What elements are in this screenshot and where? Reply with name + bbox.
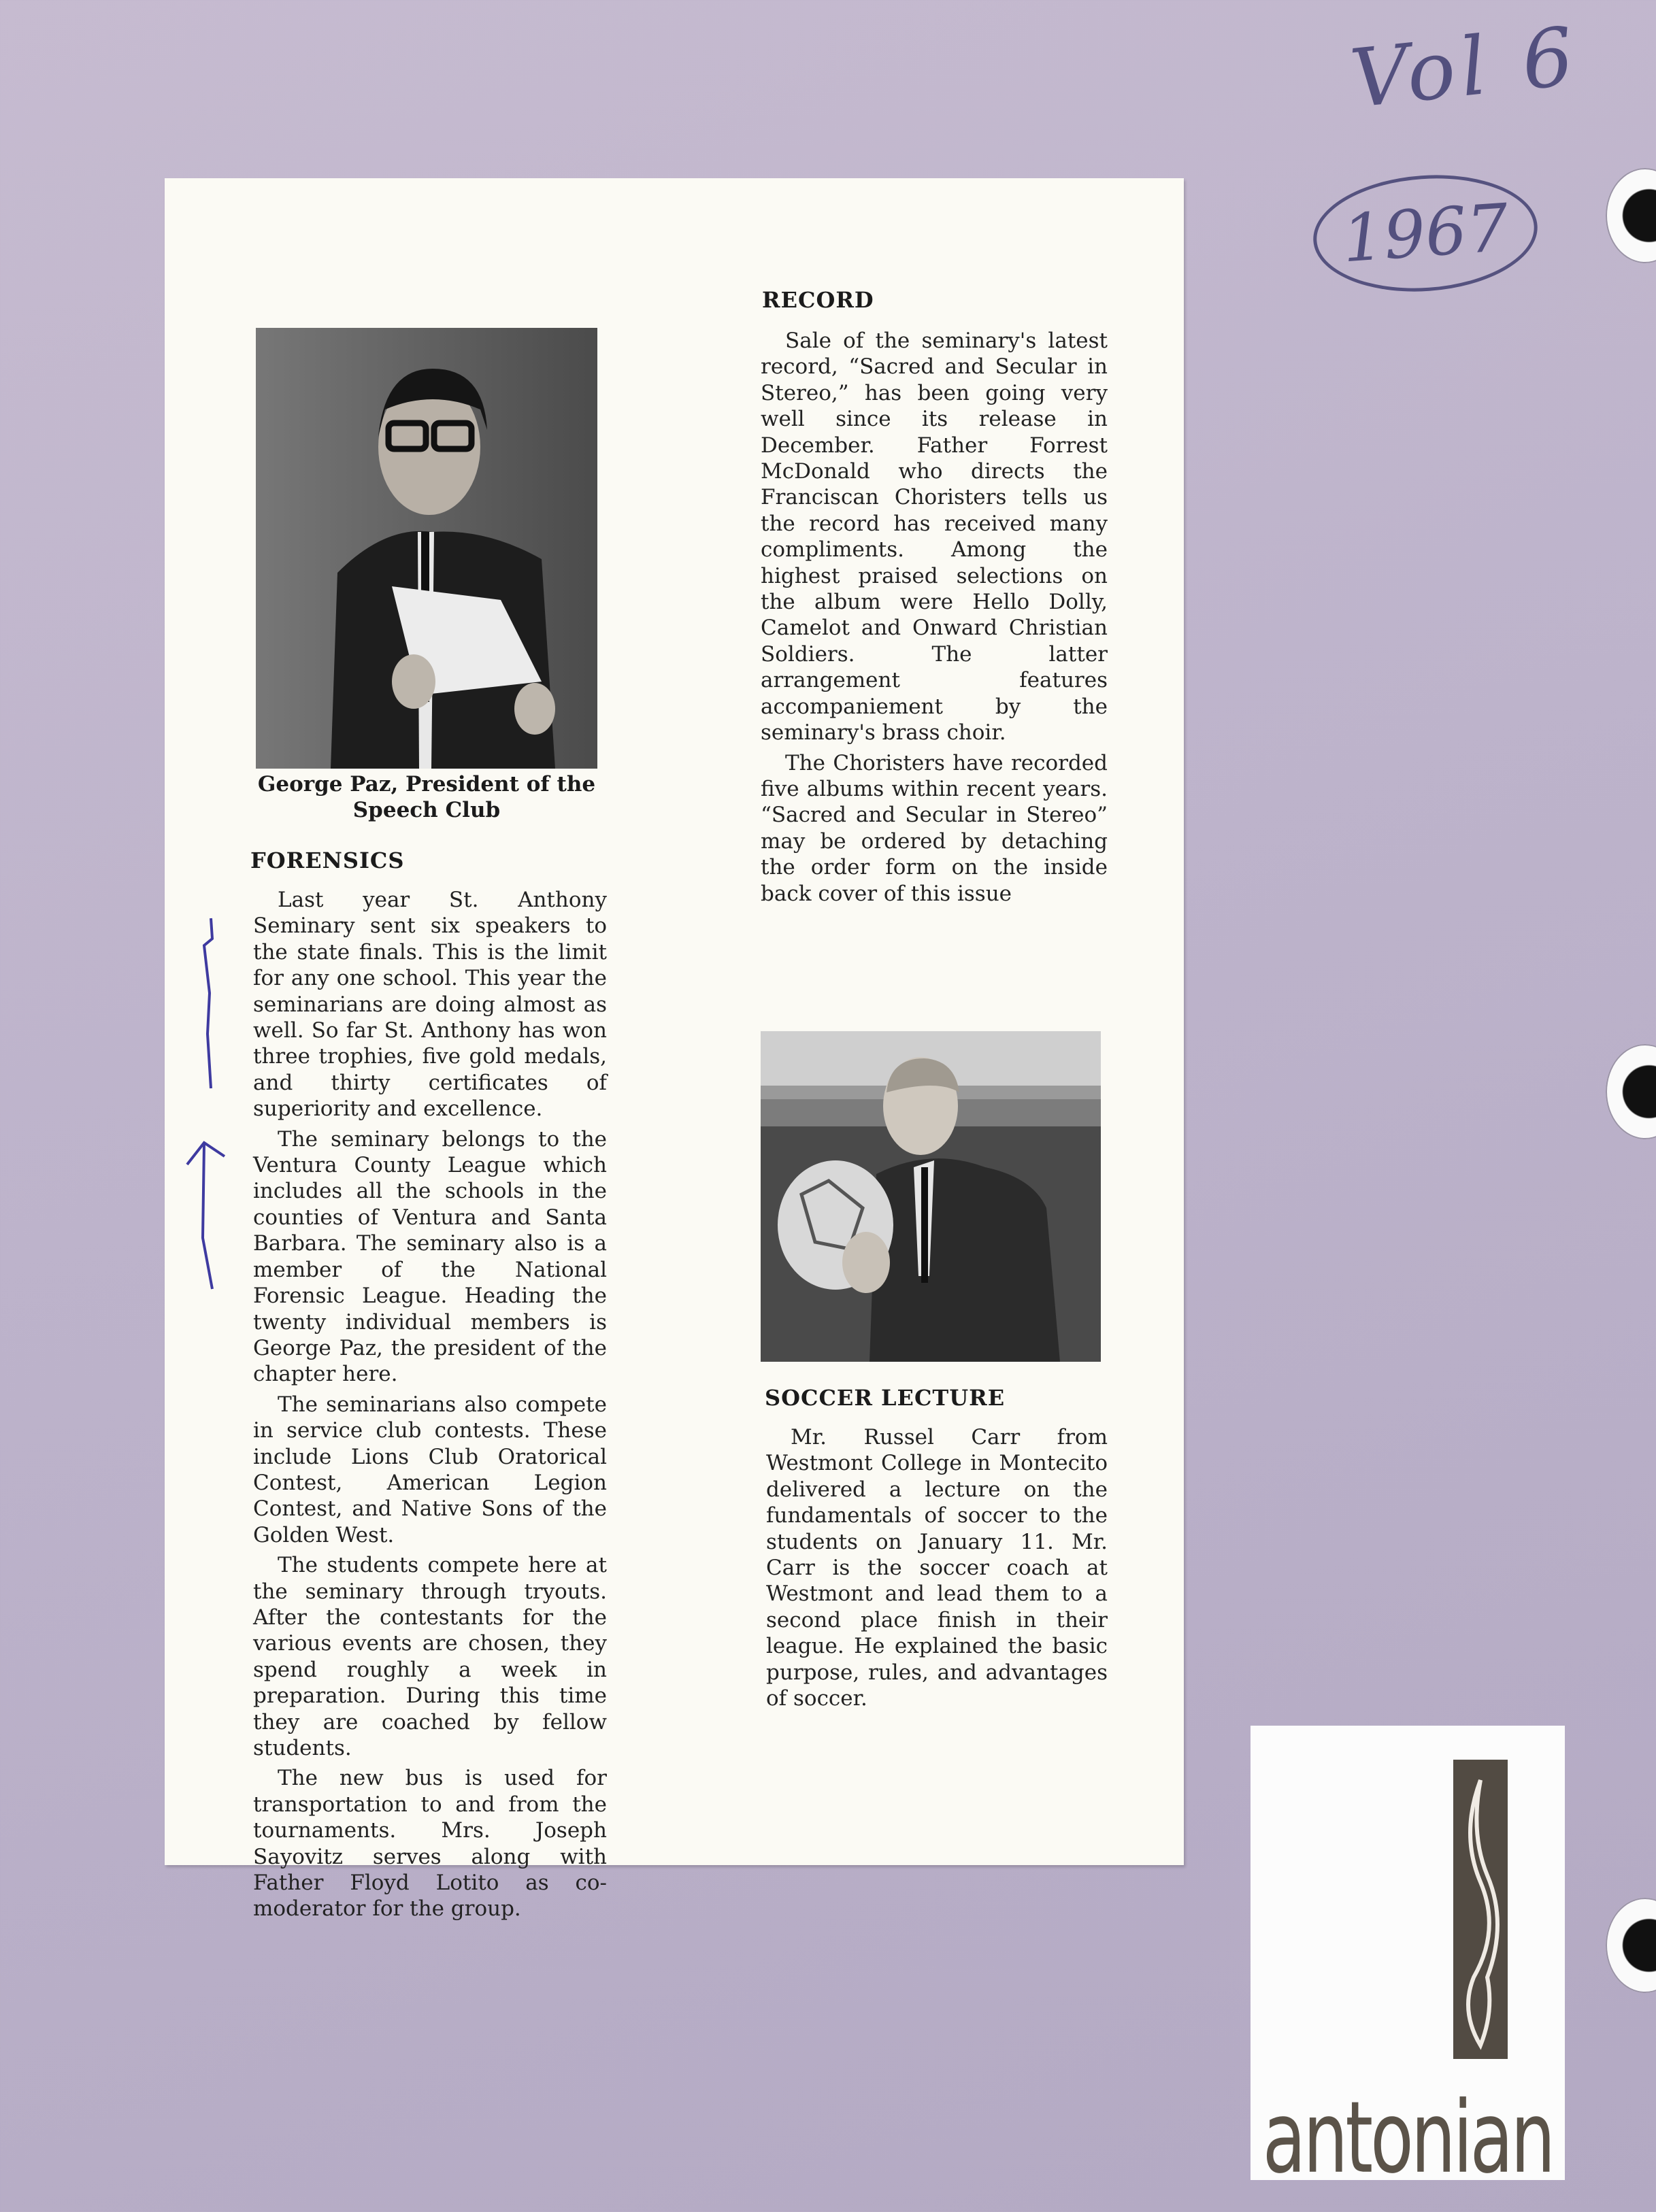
- forensics-heading: FORENSICS: [250, 848, 405, 873]
- coach-illustration: [761, 1031, 1101, 1362]
- speaker-illustration: [256, 328, 597, 769]
- forensics-paragraph: The seminarians also compete in service club contests. These include Lions Club Oratorical Contest, American Legion Contest, and Native Sons of the Golden West.: [253, 1392, 607, 1547]
- record-paragraph: The Choristers have recorded five albums within recent years. “Sacred and Secular in Stereo” may be ordered by detaching the order form on the inside back cover of this issue: [761, 750, 1108, 906]
- soccer-lecture-article: [766, 1424, 1108, 1715]
- forensics-paragraph: The new bus is used for transportation to and from the tournaments. Mrs. Joseph Sayovitz serves along with Father Floyd Lotito as co-moderator for the group.: [253, 1766, 607, 1922]
- photo-russel-carr: [761, 1031, 1101, 1362]
- forensics-paragraph: The students compete here at the seminary through tryouts. After the contestants for the various events are chosen, they spend roughly a week in preparation. During this time they are coached by fellow students.: [253, 1553, 607, 1760]
- photo-caption-george-paz: George Paz, President of the Speech Club: [257, 772, 596, 822]
- binder-hole-bottom: [1606, 1898, 1656, 1993]
- handwritten-year-note: [1309, 168, 1541, 299]
- pen-margin-marks: [156, 911, 265, 1347]
- binder-hole-middle: [1606, 1044, 1656, 1139]
- soccer-lecture-paragraph: Mr. Russel Carr from Westmont College in Montecito delivered a lecture on the fundamentals of soccer to the students on January 11. Mr. Carr is the soccer coach at Westmont and lead them to a second place finish in their league. He explained the basic purpose, rules, and advantages of soccer.: [766, 1425, 1108, 1711]
- newsletter-clipping: [165, 178, 1184, 1922]
- forensics-paragraph: Last year St. Anthony Seminary sent six speakers to the state finals. This is the limit for any one school. This year the seminarians are doing almost as well. So far St. Anthony has won three trophies, five gold medals, and thirty certificates of superiority and excellence.: [253, 888, 607, 1122]
- soccer-lecture-heading: SOCCER LECTURE: [765, 1385, 1006, 1411]
- forensics-article: [253, 887, 607, 1926]
- record-heading: RECORD: [762, 287, 874, 313]
- antonian-wordmark: antonian: [1262, 2079, 1553, 2196]
- flame-icon: [1453, 1760, 1508, 2059]
- forensics-paragraph: The seminary belongs to the Ventura County League which includes all the schools in the counties of Ventura and Santa Barbara. The seminary also is a member of the National Forensic League. Heading the twenty individual members is George Paz, the president of the chapter here.: [253, 1126, 607, 1387]
- binder-hole-top: [1606, 168, 1656, 263]
- flame-emblem: [1453, 1760, 1508, 2059]
- record-article: [761, 328, 1108, 911]
- antonian-logo-card: [1251, 1726, 1565, 2196]
- photo-george-paz: [256, 328, 597, 769]
- handwritten-year-text: 1967: [1340, 189, 1511, 278]
- handwritten-volume-note: Vol 6: [1346, 8, 1584, 127]
- record-paragraph: Sale of the seminary's latest record, “Sacred and Secular in Stereo,” has been going very well since its release in December. Father Forrest McDonald who directs the Franciscan Choristers tells us the record has received many compliments. Among the highest praised selections on the album were Hello Dolly, Camelot and Onward Christian Soldiers. The latter arrangement features accompaniement by the seminary's brass choir.: [761, 329, 1108, 745]
